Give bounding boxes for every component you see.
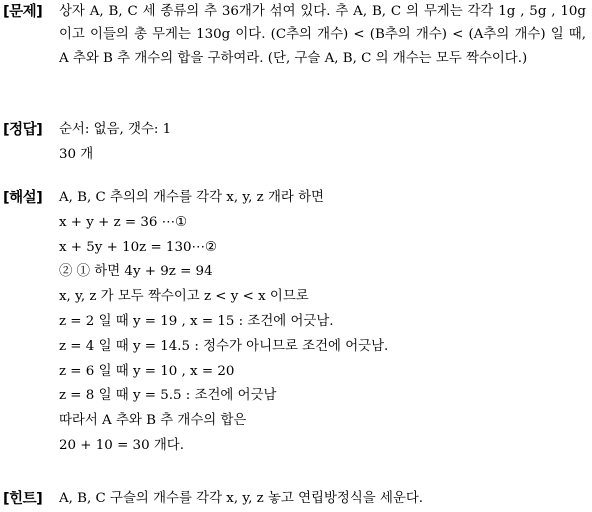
- answer-line: 순서: 없음, 갯수: 1: [59, 122, 172, 137]
- explanation-line: x + y + z = 36 ⋯①: [59, 214, 188, 230]
- answer-line: 30 개: [59, 146, 94, 162]
- explanation-body: [59, 186, 586, 459]
- answer-body: [59, 118, 586, 168]
- explanation-line: z = 6 일 때 y = 10 , x = 20: [59, 363, 235, 379]
- explanation-line: x, y, z 가 모두 짝수이고 z < y < x 이므로: [59, 289, 309, 305]
- problem-tag: [문제]: [3, 4, 43, 20]
- explanation-line: A, B, C 추의의 개수를 각각 x, y, z 개라 하면: [59, 190, 324, 205]
- explanation-line: ② ① 하면 4y + 9z = 94: [59, 264, 213, 280]
- explanation-line: z = 2 일 때 y = 19 , x = 15 : 조건에 어긋남.: [59, 313, 334, 329]
- answer-tag: [정답]: [3, 122, 43, 138]
- explanation-line: 따라서 A 추와 B 추 개수의 합은: [59, 413, 247, 429]
- hint-tag: [힌트]: [3, 491, 43, 507]
- explanation-line: z = 8 일 때 y = 5.5 : 조건에 어긋남: [59, 388, 277, 404]
- hint-text: A, B, C 구슬의 개수를 각각 x, y, z 놓고 연립방정식을 세운다.: [59, 491, 424, 506]
- explanation-line: 20 + 10 = 30 개다.: [59, 437, 184, 453]
- explanation-line: z = 4 일 때 y = 14.5 : 정수가 아니므로 조건에 어긋남.: [59, 338, 389, 354]
- problem-text: 상자 A, B, C 세 종류의 추 36개가 섞여 있다. 추 A, B, C 의 무게는 각각 1g , 5g , 10g 이고 이들의 총 무게는 130g 이다. (C추의 개수) < (B추의 개수) < (A추의 개수) 일 때, A 추와 B 추 개수의 합을 구하여라. (단, 구슬 A, B, C 의 개수는 모두 짝수이다.): [59, 4, 586, 66]
- explanation-tag: [해설]: [3, 190, 43, 206]
- explanation-line: x + 5y + 10z = 130⋯②: [59, 239, 217, 255]
